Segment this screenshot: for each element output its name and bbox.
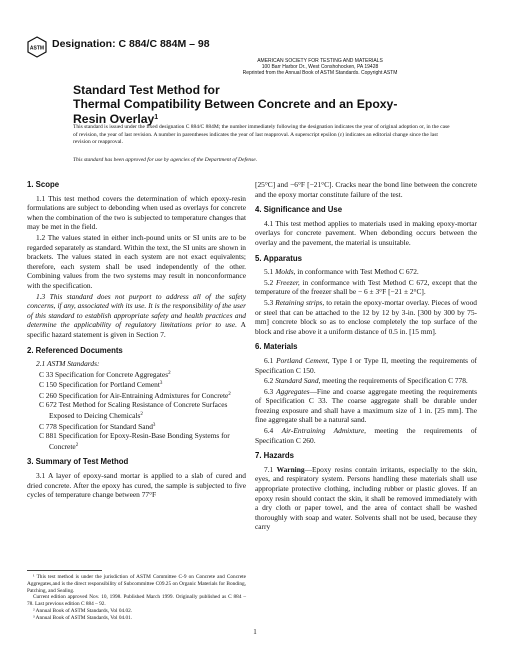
paragraph: 7.1 Warning—Epoxy resins contain irritants, especially to the skin, eyes, and respiratory system. Persons handling these materials shall use appropriate protective clothing, including rubber or plastic gloves. If an epoxy resin should contact the skin, it shall be removed immediately with a dry cloth or paper towel, and the area of contact shall be washed thoroughly with soap and water. Solvents shall not be used, because they carry bbox=[255, 464, 477, 532]
reference-item: C 260 Specification for Air-Entraining Admixtures for Concrete$^2$ bbox=[39, 390, 231, 400]
paragraph: 6.2 Standard Sand, meeting the requirements of Specification C 778. bbox=[264, 376, 468, 386]
paragraph: 1.3 This standard does not purport to address all of the safety concerns, if any, associated with its use. It is the responsibility of the user of this standard to establish appropriate safety and health practices and determine the applicability of regulatory limitations prior to use. A specific hazard statement is given in Section 7. bbox=[27, 291, 246, 339]
paragraph: 4.1 This test method applies to materials used in making epoxy-mortar overlays for concrete pavement. When debonding occurs between the overlay and the pavement, the material is unsuitable. bbox=[255, 218, 477, 247]
section-heading: 2. Referenced Documents bbox=[27, 345, 123, 355]
footnote: ¹ This test method is under the jurisdiction of ASTM Committee C-9 on Concrete and Concrete Aggregates,and is the direct responsibility of Subcommittee C09.25 on Organic Materials for Bonding, Patching, and Sealing. bbox=[27, 574, 246, 594]
standard-note: This standard is issued under the fixed designation C 884/C 884M; the number immediately following the designation indicates the year of original adoption or, in the case of revision, the year of last revision. A number in parentheses indicates the year of last reapproval. A superscript epsilon (ε) indicates an editorial change since the last revision or reapproval. bbox=[73, 124, 450, 145]
approval-note: This standard has been approved for use by agencies of the Department of Defense. bbox=[73, 157, 258, 163]
paragraph: 1.1 This test method covers the determination of which epoxy-resin formulations are subject to debonding when used as overlays for concrete when the combination of the two is subjected to temperature changes that may be met in the field. bbox=[27, 193, 246, 232]
logo-text: ASTM bbox=[29, 45, 45, 52]
title-line: Thermal Compatibility Between Concrete and an Epoxy- bbox=[73, 96, 398, 111]
paragraph: 5.1 Molds, in conformance with Test Method C 672. bbox=[264, 267, 419, 277]
section-heading: 3. Summary of Test Method bbox=[27, 457, 129, 467]
section-heading: 6. Materials bbox=[255, 342, 298, 352]
reference-item: C 33 Specification for Concrete Aggregates$^2$ bbox=[39, 369, 171, 379]
footnote: Current edition approved Nov. 10, 1998. Published March 1999. Originally published as C 884 – 78. Last previous edition C 884 – 92. bbox=[27, 594, 246, 608]
reference-item: C 150 Specification for Portland Cement$^3$ bbox=[39, 380, 163, 390]
page-number: 1 bbox=[253, 628, 257, 636]
paragraph: 3.1 A layer of epoxy-sand mortar is applied to a slab of cured and dried concrete. After the epoxy has cured, the sample is subjected to five cycles of temperature change between 77°F bbox=[27, 471, 246, 500]
reference-item: C 881 Specification for Epoxy-Resin-Base Bonding Systems for Concrete$^2$ bbox=[39, 431, 230, 451]
references-subheading: 2.1 ASTM Standards: bbox=[36, 359, 100, 369]
designation: Designation: C 884/C 884M – 98 bbox=[52, 38, 210, 50]
footnote: ³ Annual Book of ASTM Standards, Vol 04.01. bbox=[33, 614, 133, 621]
astm-logo-icon bbox=[27, 36, 47, 58]
document-title bbox=[73, 84, 473, 127]
left-column bbox=[27, 180, 246, 501]
reference-item: C 778 Specification for Standard Sand$^3$ bbox=[39, 421, 156, 431]
title-line: Standard Test Method for bbox=[73, 83, 220, 97]
footnote: ² Annual Book of ASTM Standards, Vol 04.02. bbox=[33, 607, 133, 614]
title-footnote-mark: 1 bbox=[154, 114, 159, 121]
right-column bbox=[255, 180, 477, 533]
section-heading: 1. Scope bbox=[27, 180, 60, 189]
section-heading: 4. Significance and Use bbox=[255, 205, 343, 215]
paragraph: 5.2 Freezer, in conformance with Test Method C 672, except that the temperature of the freezer shall be − 6 ± 3°F [−21 ± 2°C]. bbox=[255, 277, 477, 297]
section-heading: 5. Apparatus bbox=[255, 253, 302, 263]
footnote-divider bbox=[27, 570, 102, 571]
paragraph: 6.1 Portland Cement, Type I or Type II, meeting the requirements of Specification C 150. bbox=[255, 355, 477, 375]
section-heading: 7. Hazards bbox=[255, 451, 295, 461]
publisher-block bbox=[220, 58, 420, 77]
reference-item: C 672 Test Method for Scaling Resistance of Concrete Surfaces Exposed to Deicing Chemicals$^2$ bbox=[39, 400, 228, 421]
publisher-line: 100 Barr Harbor Dr., West Conshohocken, PA 19428 bbox=[261, 64, 379, 71]
publisher-line: AMERICAN SOCIETY FOR TESTING AND MATERIALS bbox=[257, 58, 383, 64]
footnotes bbox=[27, 574, 246, 622]
paragraph: 6.4 Air-Entraining Admixture, meeting the requirements of Specification C 260. bbox=[255, 426, 477, 445]
paragraph: [25°C] and −6°F [−21°C]. Cracks near the bond line between the concrete and the epoxy mortar constitute failure of the test. bbox=[255, 180, 477, 199]
title-line: Resin Overlay$^1$ bbox=[73, 112, 159, 126]
paragraph: 1.2 The values stated in either inch-pound units or SI units are to be regarded separately as standard. Within the text, the SI units are shown in brackets. The values stated in each system are not exact equivalents; therefore, each system shall be used independently of the other. Combining values from the two systems may result in nonconformance with the specification. bbox=[27, 232, 246, 290]
publisher-line: Reprinted from the Annual Book of ASTM Standards. Copyright ASTM bbox=[242, 70, 398, 77]
paragraph: 5.3 Retaining strips, to retain the epoxy-mortar overlay. Pieces of wood or steel that can be attached to the 12 by 12 by 3-in. [300 by 300 by 75-mm] concrete block so as to enclose completely the top surface of the block and rise above it a uniform distance of 0.5 in. [15 mm]. bbox=[255, 297, 477, 336]
paragraph: 6.3 Aggregates—Fine and coarse aggregate meeting the requirements of Specification C 33. The coarse aggregate shall be durable under freezing exposure and shall have a maximum size of 1 in. [25 mm]. The fine aggregate shall be a natural sand. bbox=[255, 386, 477, 425]
